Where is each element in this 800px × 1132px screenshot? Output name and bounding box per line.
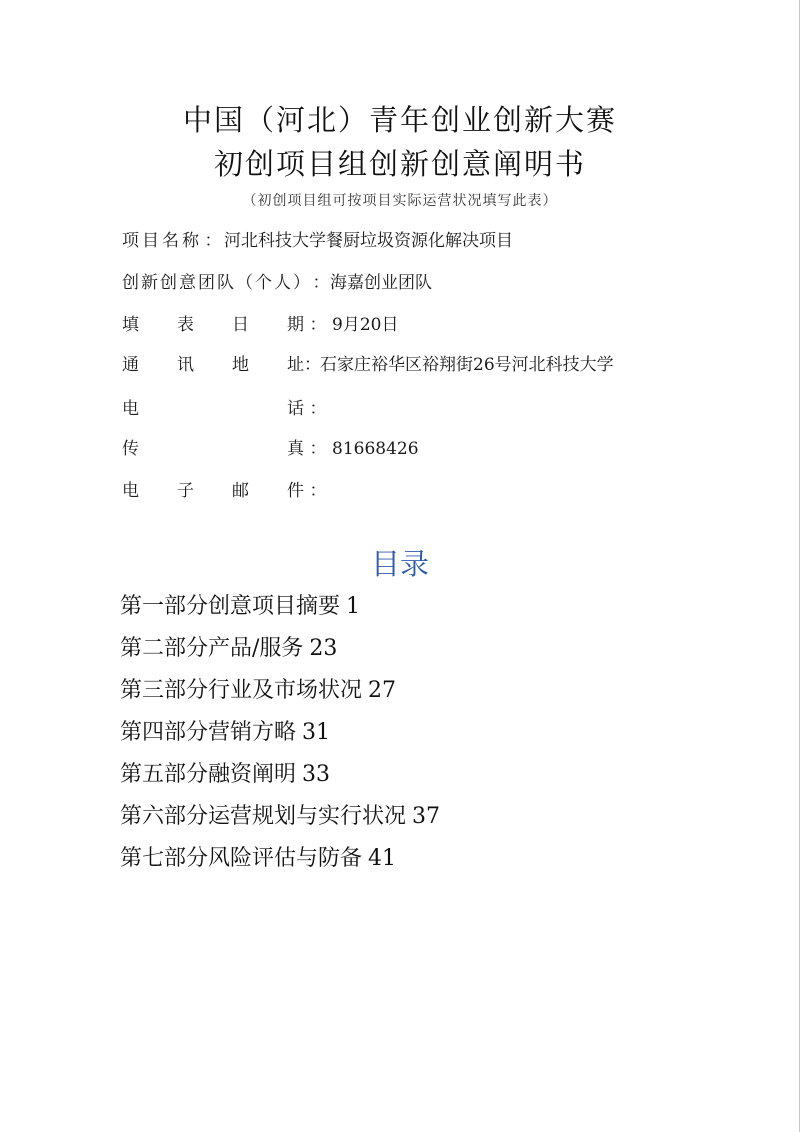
toc-item-text: 第四部分营销方略 [120, 720, 297, 745]
field-address [122, 352, 614, 378]
field-phone [122, 396, 332, 422]
toc-item-page: 1 [346, 594, 361, 619]
field-colon: ： [312, 273, 330, 293]
toc-item-page: 31 [302, 720, 331, 745]
toc-item-page: 23 [309, 636, 338, 661]
toc-title: 目录 [370, 547, 429, 581]
field-date [122, 312, 398, 338]
field-colon: ： [309, 315, 327, 335]
toc-item-page: 37 [412, 804, 441, 829]
toc-item[interactable] [120, 844, 440, 886]
field-address-value: 石家庄裕华区裕翔街26号河北科技大学 [320, 355, 614, 375]
document-title-line2: 初创项目组创新创意阐明书 [213, 147, 586, 181]
field-email [122, 478, 332, 504]
field-team-value: 海嘉创业团队 [330, 273, 432, 293]
toc-item-text: 第五部分融资阐明 [120, 762, 297, 787]
label-char: 子 [177, 481, 194, 501]
toc-item-page: 41 [368, 846, 397, 871]
field-date-label [122, 312, 304, 338]
label-char: 日 [232, 315, 249, 335]
toc-list [120, 592, 440, 886]
field-colon: ： [204, 231, 222, 251]
label-char: 传 [122, 439, 139, 459]
label-char: 通 [122, 355, 139, 375]
toc-item[interactable] [120, 718, 440, 760]
label-char: 填 [122, 315, 139, 335]
document-title-line1: 中国（河北）青年创业创新大赛 [182, 103, 617, 137]
toc-item-text: 第二部分产品/服务 [120, 636, 304, 661]
toc-item[interactable] [120, 760, 440, 802]
field-fax [122, 436, 419, 462]
field-date-value: 9月20日 [332, 315, 399, 335]
toc-item[interactable] [120, 676, 440, 718]
field-fax-label [122, 436, 304, 462]
label-char: 真 [287, 439, 304, 459]
field-colon: ： [304, 355, 321, 375]
document-subtitle: （初创项目组可按项目实际运营状况填写此表） [242, 193, 558, 209]
toc-item-text: 第七部分风险评估与防备 [120, 846, 363, 871]
field-project-name [122, 228, 513, 254]
field-fax-value: 81668426 [332, 439, 419, 459]
toc-item-page: 33 [302, 762, 331, 787]
label-char: 讯 [177, 355, 194, 375]
field-project-name-label: 项目名称 [122, 231, 202, 251]
label-char: 表 [177, 315, 194, 335]
field-team-label: 创新创意团队（个人） [122, 273, 312, 293]
label-char: 电 [122, 481, 139, 501]
field-project-name-value: 河北科技大学餐厨垃圾资源化解决项目 [224, 231, 513, 251]
toc-item[interactable] [120, 592, 440, 634]
label-char: 话 [287, 399, 304, 419]
toc-item-text: 第三部分行业及市场状况 [120, 678, 363, 703]
toc-item-text: 第六部分运营规划与实行状况 [120, 804, 407, 829]
toc-item-text: 第一部分创意项目摘要 [120, 594, 341, 619]
label-char: 址 [287, 355, 304, 375]
field-address-label [122, 352, 304, 378]
label-char: 电 [122, 399, 139, 419]
toc-item[interactable] [120, 634, 440, 676]
field-email-label [122, 478, 304, 504]
label-char: 地 [232, 355, 249, 375]
label-char: 件 [287, 481, 304, 501]
field-colon: ： [309, 439, 327, 459]
field-phone-label [122, 396, 304, 422]
toc-item-page: 27 [368, 678, 397, 703]
field-colon: ： [309, 481, 327, 501]
field-team [122, 270, 432, 296]
field-colon: ： [309, 399, 327, 419]
label-char: 期 [287, 315, 304, 335]
toc-item[interactable] [120, 802, 440, 844]
label-char: 邮 [232, 481, 249, 501]
